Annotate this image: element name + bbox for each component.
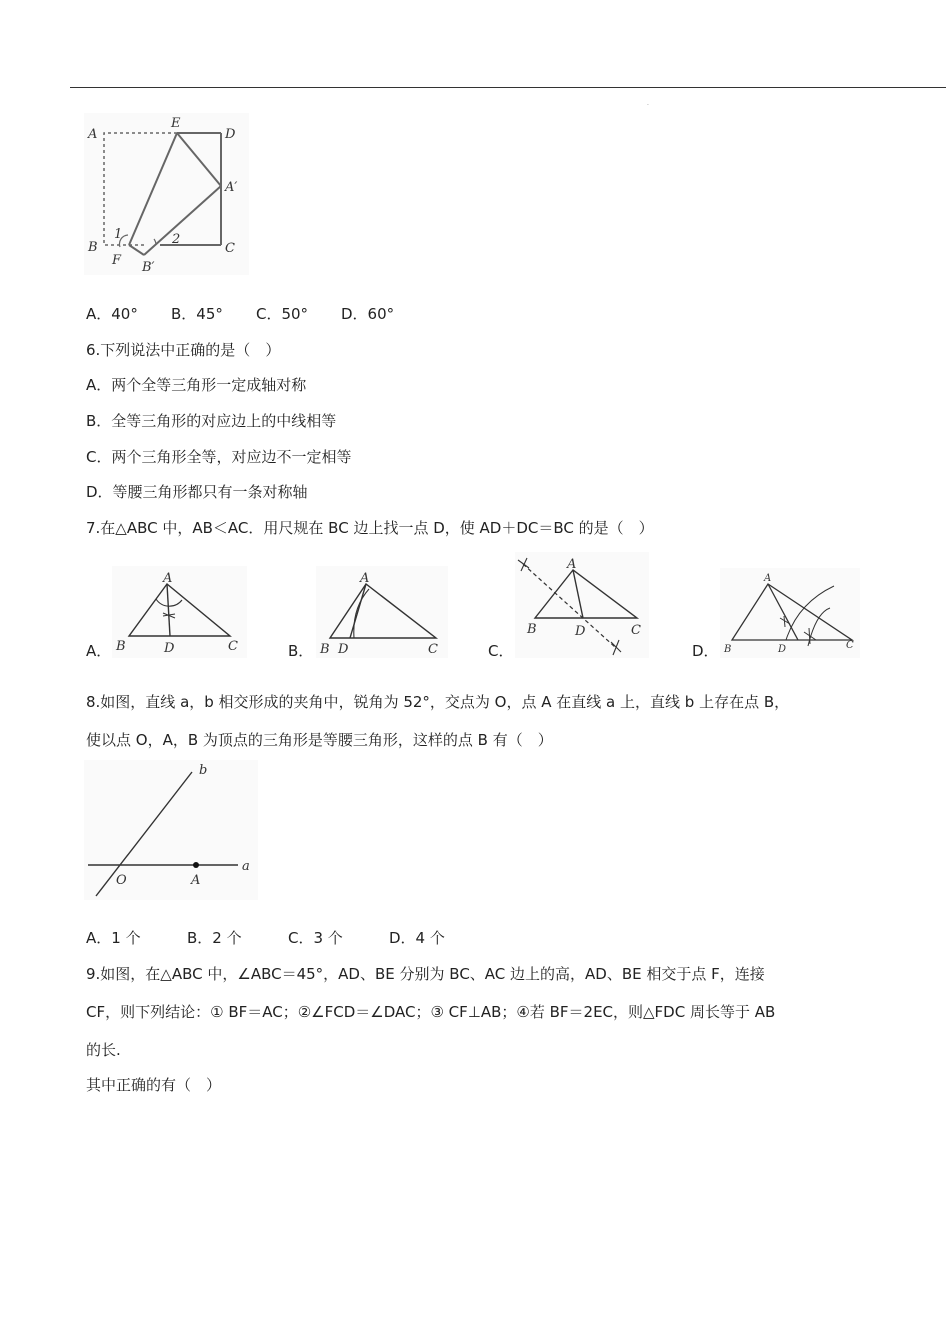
q6-option-a: A．两个全等三角形一定成轴对称 xyxy=(86,376,307,394)
q7d-label-d: D xyxy=(778,644,787,655)
q7b-label-d: D xyxy=(338,642,349,657)
q7d-label-c: C xyxy=(846,640,854,651)
fig5-label-d: D xyxy=(225,127,236,142)
q7a-label-c: C xyxy=(228,639,238,654)
q8-figure xyxy=(84,760,258,900)
q8-option-c: C．3 个 xyxy=(288,929,343,947)
q9-line4: 其中正确的有（ ） xyxy=(86,1076,222,1094)
q5-option-b: B．45° xyxy=(171,305,223,323)
fig5-label-c: C xyxy=(225,241,235,256)
fig5-label-a-prime: A′ xyxy=(225,180,238,195)
q7-figure-b xyxy=(316,566,448,658)
q8-label-a-point: A xyxy=(191,873,201,888)
q8-label-a-line: a xyxy=(242,859,250,874)
q5-option-c: C．50° xyxy=(256,305,309,323)
q9-line1: 9.如图，在△ABC 中，∠ABC＝45°，AD、BE 分别为 BC、AC 边上的高，AD、BE 相交于点 F，连接 xyxy=(86,965,765,983)
q7-figure-c xyxy=(515,552,649,658)
fig5-label-e: E xyxy=(171,116,181,131)
q7-option-c-letter: C． xyxy=(488,642,514,660)
q7d-label-a: A xyxy=(764,573,772,584)
fig5-label-b-prime: B′ xyxy=(142,260,155,275)
q7c-label-a: A xyxy=(567,557,577,572)
q7-option-a-letter: A． xyxy=(86,642,112,660)
q7d-label-b: B xyxy=(724,644,732,655)
q5-option-a: A．40° xyxy=(86,305,138,323)
fig5-label-b: B xyxy=(88,240,98,255)
q8-option-d: D．4 个 xyxy=(389,929,445,947)
q7-figure-d xyxy=(720,568,860,658)
q7a-label-b: B xyxy=(116,639,126,654)
q7a-label-a: A xyxy=(163,571,173,586)
q9-line2: CF，则下列结论：① BF＝AC；②∠FCD＝∠DAC；③ CF⊥AB；④若 BF＝2EC，则△FDC 周长等于 AB xyxy=(86,1003,776,1021)
q6-option-d: D．等腰三角形都只有一条对称轴 xyxy=(86,483,308,501)
q8-option-a: A．1 个 xyxy=(86,929,141,947)
q7c-label-d: D xyxy=(575,624,586,639)
q8-label-o: O xyxy=(116,873,127,888)
q7a-label-d: D xyxy=(164,641,175,656)
q7b-label-c: C xyxy=(428,642,438,657)
q7-option-d-letter: D． xyxy=(692,642,719,660)
q7-figure-a xyxy=(112,566,247,658)
q6-option-b: B．全等三角形的对应边上的中线相等 xyxy=(86,412,337,430)
fig5-label-a: A xyxy=(88,127,98,142)
q5-option-d: D．60° xyxy=(341,305,395,323)
q6-stem: 6.下列说法中正确的是（ ） xyxy=(86,341,281,359)
fig5-angle-2: 2 xyxy=(172,232,181,247)
header-rule xyxy=(70,87,946,88)
q7c-label-c: C xyxy=(631,623,641,638)
fig5-angle-1: 1 xyxy=(114,227,123,242)
q8-stem-line1: 8.如图，直线 a，b 相交形成的夹角中，锐角为 52°，交点为 O，点 A 在直线 a 上，直线 b 上存在点 B， xyxy=(86,693,790,711)
q7-option-b-letter: B． xyxy=(288,642,314,660)
q7c-label-b: B xyxy=(527,622,537,637)
q8-stem-line2: 使以点 O，A，B 为顶点的三角形是等腰三角形，这样的点 B 有（ ） xyxy=(86,731,553,749)
q9-line3: 的长. xyxy=(86,1041,121,1059)
q7-stem: 7.在△ABC 中，AB＜AC．用尺规在 BC 边上找一点 D，使 AD＋DC＝BC 的是（ ） xyxy=(86,519,654,537)
q7b-label-b: B xyxy=(320,642,330,657)
q5-figure xyxy=(84,113,249,275)
q6-option-c: C．两个三角形全等，对应边不一定相等 xyxy=(86,448,352,466)
q8-label-b: b xyxy=(199,763,208,778)
q7b-label-a: A xyxy=(360,571,370,586)
header-dot: . xyxy=(647,100,649,107)
q8-option-b: B．2 个 xyxy=(187,929,242,947)
fig5-label-f: F xyxy=(112,253,122,268)
